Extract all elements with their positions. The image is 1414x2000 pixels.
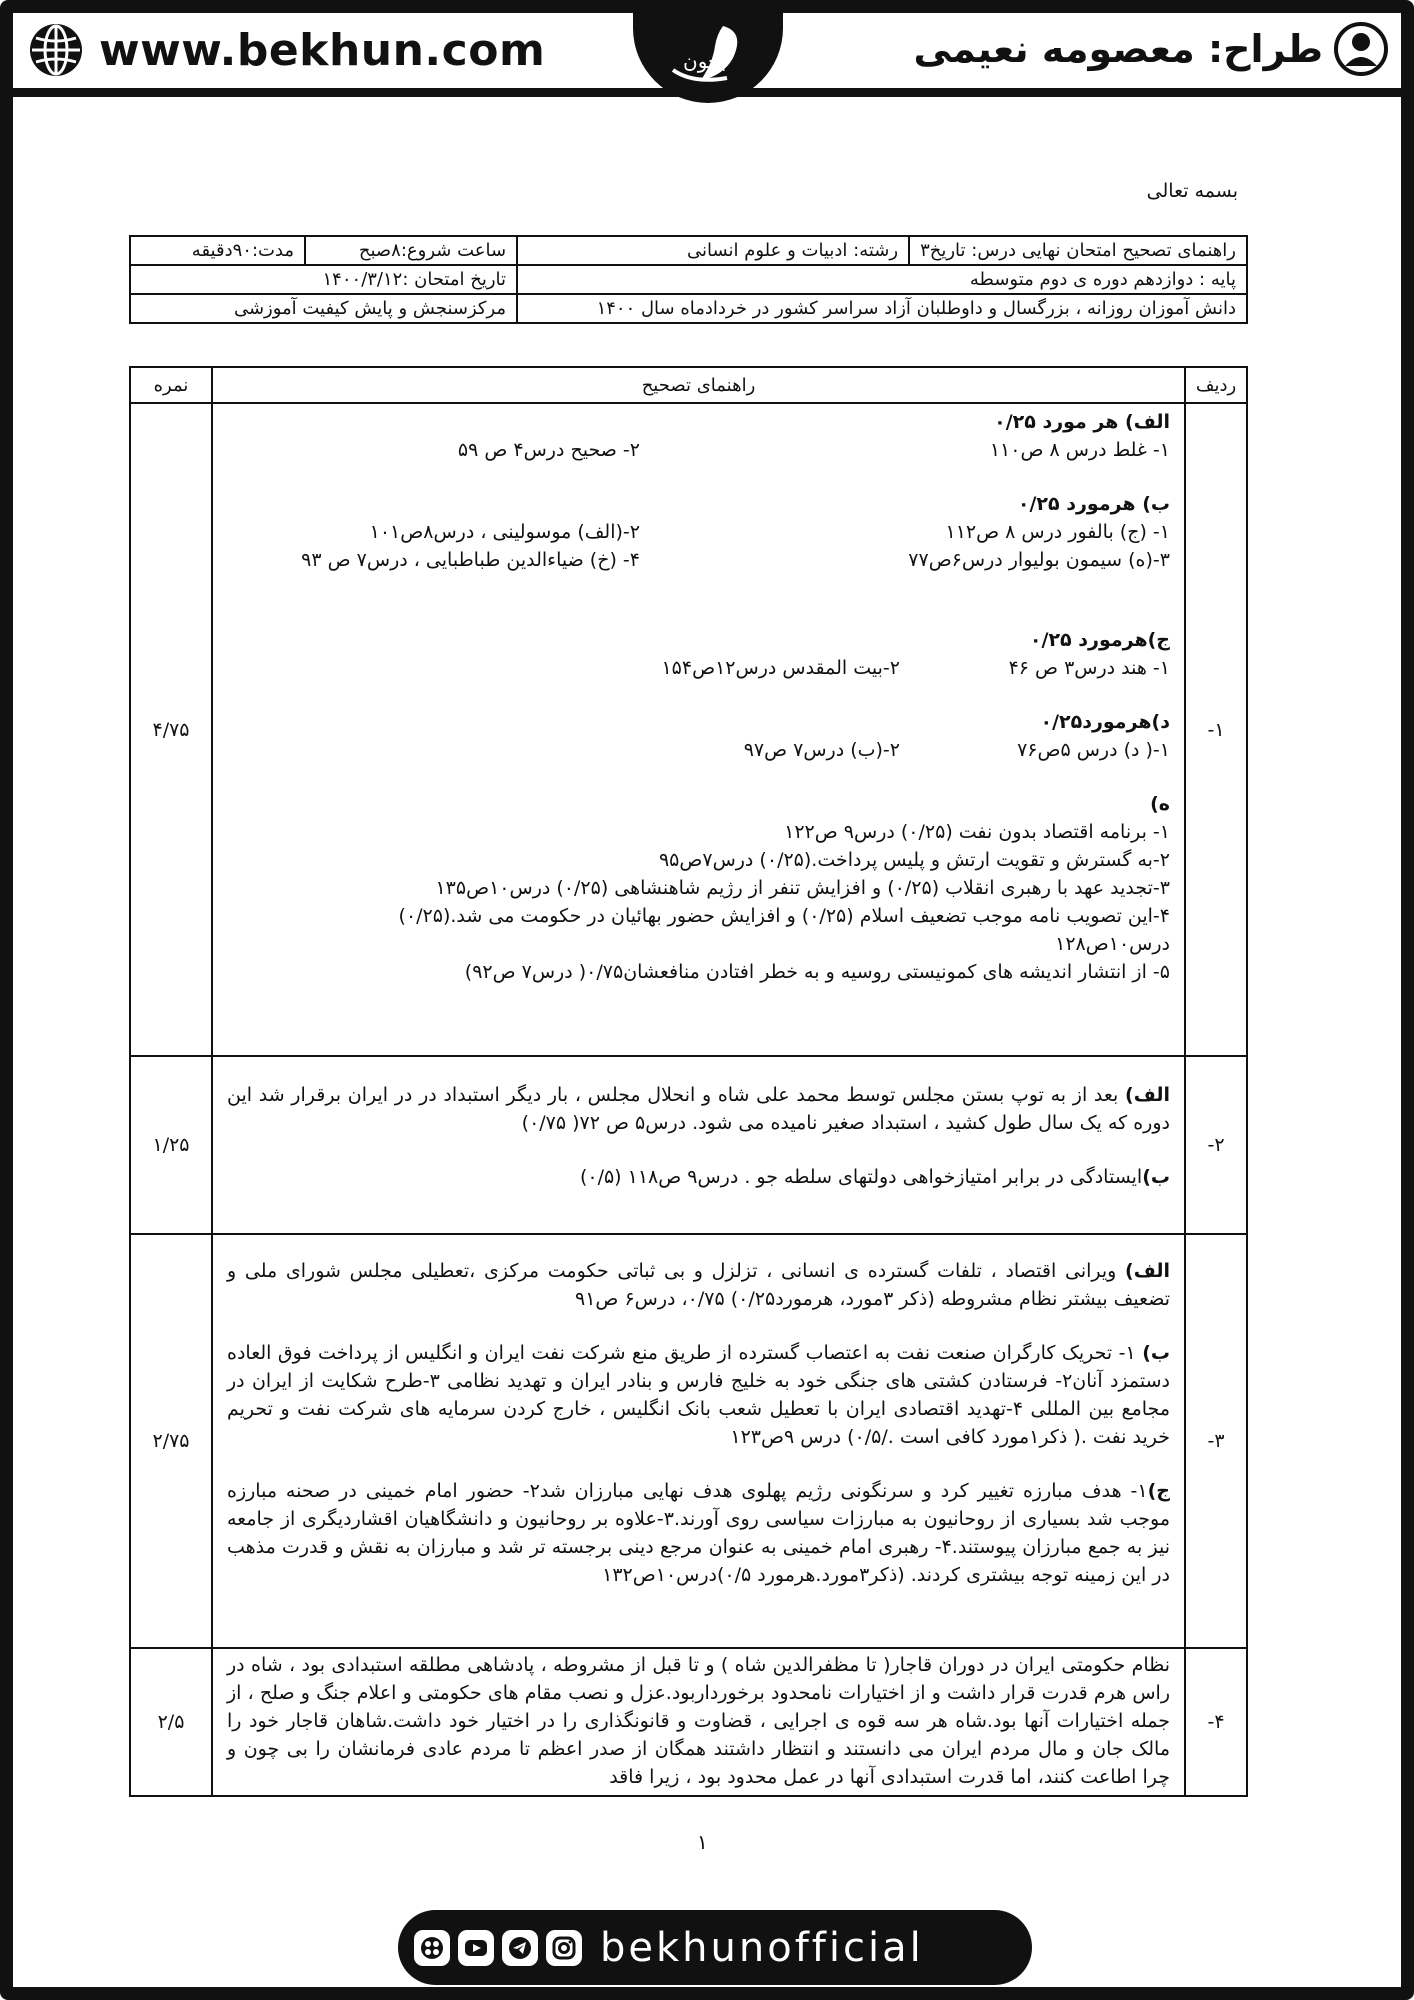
answer-item: ۱- (ج) بالفور درس ۸ ص۱۱۲: [945, 521, 1170, 543]
answer-item: ۵- از انتشار اندیشه های کمونیستی روسیه و به خطر افتادن منافعشان۰/۷۵( درس۷ ص۹۲): [464, 961, 1170, 983]
answer-item: ۴-این تصویب نامه موجب تضعیف اسلام (۰/۲۵) و افزایش حضور بهائیان در حکومت می شد.(۰/۲۵): [398, 905, 1170, 927]
answer-item: ۲-به گسترش و تقویت ارتش و پلیس پرداخت.(۰/۲۵) درس۷ص۹۵: [658, 849, 1170, 871]
site-url[interactable]: www.bekhun.com: [99, 24, 546, 76]
answer-text: ایستادگی در برابر امتیازخواهی دولتهای سلطه جو . درس۹ ص۱۱۸ (۰/۵): [579, 1166, 1143, 1188]
section-heading: د)هرمورد۰/۲۵: [1040, 711, 1170, 733]
aparat-icon[interactable]: [414, 1930, 450, 1966]
section-heading: ب) هرمورد ۰/۲۵: [1017, 493, 1170, 515]
answer-content: [212, 1234, 1185, 1648]
table-header-row: [130, 367, 1247, 403]
answer-content: [212, 1056, 1185, 1234]
part-label: ج): [1147, 1480, 1170, 1502]
row-number: ۴-: [1185, 1648, 1247, 1796]
row-number: ۳-: [1185, 1234, 1247, 1648]
part-label: ب): [1142, 1166, 1170, 1188]
globe-icon: [27, 21, 85, 79]
brand-logo: [633, 13, 783, 103]
exam-students: دانش آموزان روزانه ، بزرگسال و داوطلبان آزاد سراسر کشور در خردادماه سال ۱۴۰۰: [517, 294, 1247, 323]
answer-item: درس۱۰ص۱۲۸: [1055, 933, 1170, 955]
row-number: ۲-: [1185, 1056, 1247, 1234]
designer-name: طراح: معصومه نعیمی: [913, 27, 1323, 71]
answer-text: نظام حکومتی ایران در دوران قاجار( تا مظفرالدین شاه ) و تا قبل از مشروطه ، پادشاهی مطلقه استبدادی بود ، شاه در راس هرم قدرت قرار داشت و از اختیارات نامحدود برخورداربود.عزل و نصب مقام های حکومتی و اعلام جنگ و صلح ، از جمله اختیارات آنها بود.شاه هر سه قوه ی اجرایی ، قضاوت و قانونگذاری را در اختیار خود داشت.شاهان قاجار خود را مالک جان و مال مردم ایران می دانستند و انتظار داشتند همگان از صدر اعظم تا مردم عادی فرمانشان را بی چون و چرا اطاعت کنند، اما قدرت استبدادی آنها در عمل محدود بود ، زیرا فاقد: [227, 1654, 1170, 1788]
table-row: [130, 1234, 1247, 1648]
answer-item: ۱- غلط درس ۸ ص۱۱۰: [989, 439, 1170, 461]
answer-item: ۲-(ب) درس۷ ص۹۷: [743, 739, 900, 761]
social-bar: [398, 1910, 1032, 1985]
answer-text: ویرانی اقتصاد ، تلفات گسترده ی انسانی ، تزلزل و بی ثباتی حکومت مرکزی ،تعطیلی مجلس شورای ملی و تضعیف بیشتر نظام مشروطه (ذکر ۳مورد، هرمورد۰/۲۵) ۰/۷۵، درس۶ ص۹۱: [227, 1260, 1170, 1310]
quill-logo-icon: [653, 18, 763, 98]
page-header: [13, 13, 1401, 97]
section-heading: الف) هر مورد ۰/۲۵: [994, 411, 1170, 433]
column-row-header: ردیف: [1185, 367, 1247, 403]
answer-content: [212, 403, 1185, 1056]
table-row: [130, 1056, 1247, 1234]
answer-item: ۱- برنامه اقتصاد بدون نفت (۰/۲۵) درس۹ ص۱۲۲: [784, 821, 1170, 843]
score-value: ۲/۵: [130, 1648, 212, 1796]
exam-center: مرکزسنجش و پایش کیفیت آموزشی: [130, 294, 517, 323]
table-row: [130, 1648, 1247, 1796]
exam-grade: پایه : دوازدهم دوره ی دوم متوسطه: [517, 265, 1247, 294]
exam-field: رشته: ادبیات و علوم انسانی: [517, 236, 909, 265]
answer-item: ۲-(الف) موسولینی ، درس۸ص۱۰۱: [369, 521, 640, 543]
section-heading: ج)هرمورد ۰/۲۵: [1029, 629, 1170, 651]
table-row: [130, 403, 1247, 1056]
answer-item: ۱- هند درس۳ ص ۴۶: [1008, 657, 1170, 679]
part-label: الف): [1125, 1260, 1170, 1282]
exam-title: راهنمای تصحیح امتحان نهایی درس: تاریخ۳: [909, 236, 1247, 265]
answer-item: ۳-تجدید عهد با رهبری انقلاب (۰/۲۵) و افزایش تنفر از رژیم شاهنشاهی (۰/۲۵) درس۱۰ص۱۳۵: [435, 877, 1170, 899]
answer-item: ۴- (خ) ضیاءالدین طباطبایی ، درس۷ ص ۹۳: [301, 549, 640, 571]
answer-text: بعد از به توپ بستن مجلس توسط محمد علی شاه و انحلال مجلس ، بار دیگر استبداد در در ایران برقرار شد این دوره که یک سال طول کشید ، استبداد صغیر نامیده می شود. درس۵ ص ۷۲( ۰/۷۵): [227, 1084, 1170, 1134]
basmala: بسمه تعالی: [1146, 180, 1238, 202]
answer-item: ۲-بیت المقدس درس۱۲ص۱۵۴: [661, 657, 900, 679]
designer-credit: [914, 21, 1389, 77]
answer-item: ۲- صحیح درس۴ ص ۵۹: [457, 439, 640, 461]
answer-text: ۱- هدف مبارزه تغییر کرد و سرنگونی رژیم پهلوی هدف نهایی مبارزان شد۲- حضور امام خمینی در صحنه مبارزه موجب شد بسیاری از روحانیون به مبارزات سیاسی روی آورند.۳-علاوه بر روحانیون و دانشگاهیان اقشاردیگری از جامعه نیز به جمع مبارزان پیوستند.۴- رهبری امام خمینی به عنوان مرجع دینی برجسته تر شد و مبارزان به نقش و قدرت مذهب در این زمینه توجه بیشتری کردند. (ذکر۳مورد.هرمورد ۰/۵)درس۱۰ص۱۳۲: [227, 1480, 1171, 1586]
telegram-icon[interactable]: [502, 1930, 538, 1966]
answer-item: ۳-(ه) سیمون بولیوار درس۶ص۷۷: [908, 549, 1170, 571]
answer-item: ۱-( د) درس ۵ص۷۶: [1017, 739, 1170, 761]
exam-date: تاریخ امتحان :۱۴۰۰/۳/۱۲: [130, 265, 517, 294]
youtube-icon[interactable]: [458, 1930, 494, 1966]
column-guide-header: راهنمای تصحیح: [212, 367, 1185, 403]
answer-key-table: [129, 366, 1248, 1797]
row-number: ۱-: [1185, 403, 1247, 1056]
exam-duration: مدت:۹۰دقیقه: [130, 236, 305, 265]
logo-text: بخون: [683, 49, 727, 73]
exam-info-table: [129, 235, 1248, 324]
instagram-icon[interactable]: [546, 1930, 582, 1966]
answer-text: ۱- تحریک کارگران صنعت نفت به اعتصاب گسترده از طریق منع شرکت نفت ایران و انگلیس از پرداخت فوق العاده دستمزد آنان۲- فرستادن کشتی های جنگی خود به خلیج فارس و بنادر ایران و تهدید نظامی ۳-طرح شکایت از ایران در مجامع بین المللی ۴-تهدید اقتصادی ایران با تعطیل شعب بانک انگلیس ، خارج کردن سرمایه های شرکت نفت و تحریم خرید نفت .( ذکر۱مورد کافی است ./۰/۵) درس ۹ص۱۲۳: [227, 1342, 1170, 1448]
page-number: ۱: [697, 1830, 708, 1854]
site-link[interactable]: [27, 21, 545, 79]
part-label: ب): [1142, 1342, 1170, 1364]
section-heading: ه): [1150, 793, 1170, 815]
answer-content: [212, 1648, 1185, 1796]
social-handle[interactable]: bekhunofficial: [600, 1924, 924, 1971]
column-score-header: نمره: [130, 367, 212, 403]
user-icon: [1333, 21, 1389, 77]
score-value: ۲/۷۵: [130, 1234, 212, 1648]
score-value: ۴/۷۵: [130, 403, 212, 1056]
exam-start-time: ساعت شروع:۸صبح: [305, 236, 517, 265]
score-value: ۱/۲۵: [130, 1056, 212, 1234]
part-label: الف): [1125, 1084, 1170, 1106]
